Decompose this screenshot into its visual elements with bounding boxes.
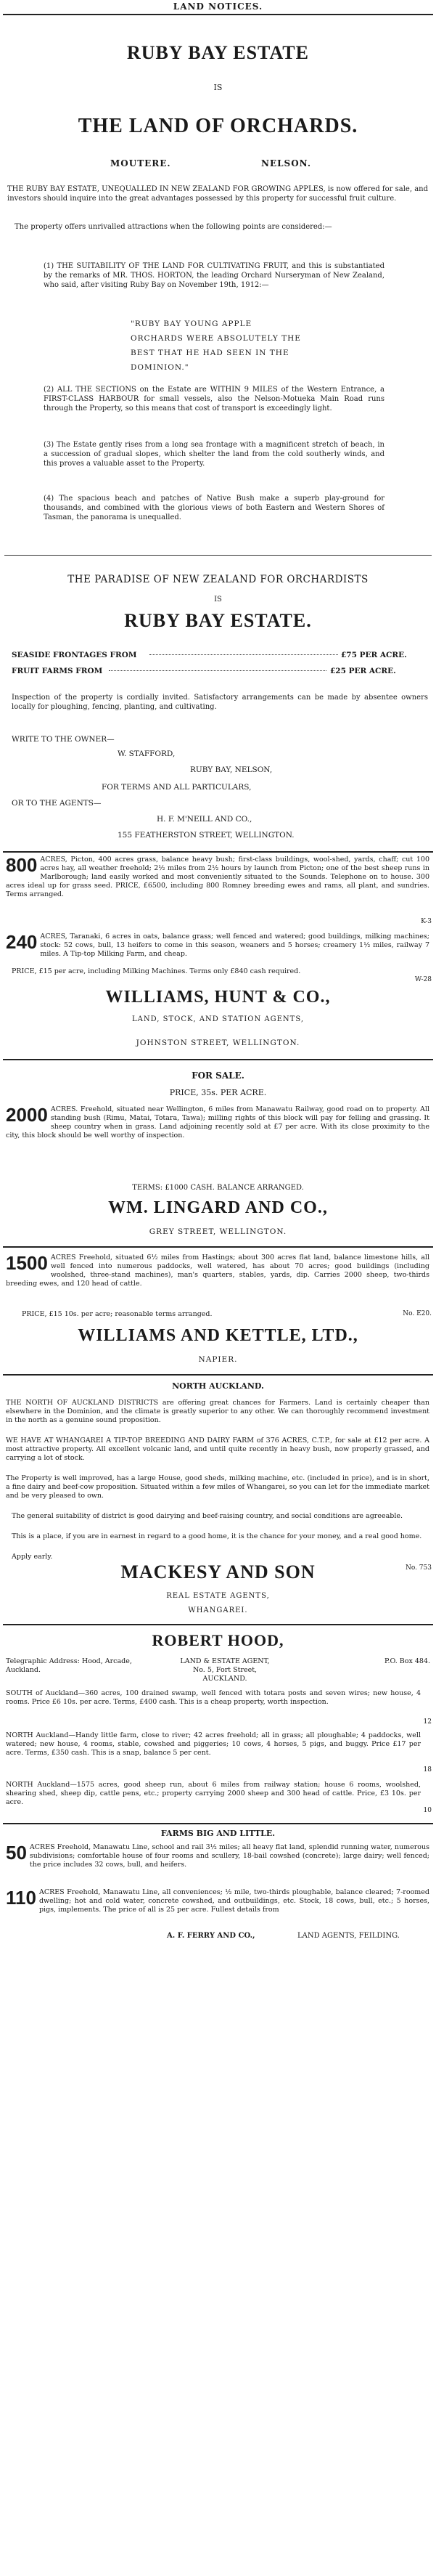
ruby-subtitle: THE LAND OF ORCHARDS. [78,115,358,137]
hood-ad-2: NORTH Auckland—Handy little farm, close to river; 42 acres freehold; all in grass; all ploughable; 4 paddocks, well watered; new house, 4 rooms, stable, cowshed and piggeries; 10 cows, 4 horses, 5 pigs, and buggy. Price £17 per acre. Terms, £350 cash. This is a snap, balance 5 per cent. [6,1731,421,1757]
mackesy-subtitle: REAL ESTATE AGENTS, [166,1592,270,1600]
lingard-name: WM. LINGARD AND CO., [108,1198,328,1217]
agents-line: OR TO THE AGENTS— [12,799,102,808]
owner-name: W. STAFFORD, [118,749,176,758]
lingard-acres: 2000 [6,1104,48,1126]
mackesy-address: WHANGAREI. [188,1606,248,1614]
whs-price-2: PRICE, £15 per acre, including Milking Machines. Terms only £840 cash required. [12,967,301,975]
terms-line: FOR TERMS AND ALL PARTICULARS, [102,783,252,792]
location-moutere: MOUTERE. [110,158,171,168]
ferry-name: A. F. FERRY AND CO., [167,1932,255,1940]
quote-line-3: BEST THAT HE HAD SEEN IN THE [131,349,289,357]
lingard-terms: TERMS: £1000 CASH. BALANCE ARRANGED. [132,1184,304,1192]
ruby-attractions: The property offers unrivalled attractions when the following points are considered:— [15,223,332,231]
mackesy-heading: NORTH AUCKLAND. [172,1381,264,1391]
whs-address: JOHNSTON STREET, WELLINGTON. [136,1039,300,1047]
whs-ref-1: K-3 [421,918,432,925]
section-rule-1 [3,851,433,853]
wk-price: PRICE, £15 10s. per acre; reasonable terms arranged. [22,1310,213,1318]
wk-name: WILLIAMS AND KETTLE, LTD., [78,1326,358,1345]
whs-ad-2-acres: 240 [6,931,38,953]
header-rule [3,14,433,15]
lingard-ad [6,1105,429,1140]
section-rule-5 [3,1624,433,1625]
ruby-point-4: (4) The spacious beach and patches of Native Bush make a superb play-ground for thousands, and combined with the glorious views of both Eastern and Western Shores of Tasman, the panorama is unequalled. [44,495,384,521]
quote-line-1: "RUBY BAY YOUNG APPLE [131,320,252,328]
hood-ad-1: SOUTH of Auckland—360 acres, 100 drained swamp, well fenced with totara posts and seven wires; new house, 4 rooms. Price £6 10s. per acre. Terms, £400 cash. This is a cheap property, worth inspection. [6,1689,421,1706]
whs-ad-2-text: ACRES, Taranaki, 6 acres in oats, balance grass; well fenced and watered; good buildings, milking machines; stock: 52 cows, bull, 13 heifers to come in this season, weaners and 5 horses; creamery 1½ miles, railway 7 miles. A Tip-top Milking Farm, and cheap. [40,933,429,958]
ruby-inspection: Inspection of the property is cordially invited. Satisfactory arrangements can be made by absentee owners locally for ploughing, fencing, planting, and cultivating. [12,694,428,711]
hood-desc-1: LAND & ESTATE AGENT, [180,1657,270,1665]
mackesy-name: MACKESY AND SON [120,1561,316,1582]
hood-ref-1: 12 [423,1718,432,1726]
hood-telegraphic: Telegraphic Address: Hood, Arcade, Auckland. [6,1657,132,1674]
ferry-ad-2 [6,1888,429,1914]
ferry-ad-1-acres: 50 [6,1842,27,1864]
section-rule-2 [3,1059,433,1060]
whs-ad-1 [6,856,429,899]
mackesy-p2: WE HAVE AT WHANGAREI A TIP-TOP BREEDING AND DAIRY FARM of 376 ACRES, C.T.P., for sale at £12 per acre. A most attractive property. All excellent volcanic land, and until quite recently in heavy bush, now properly grassed, and carrying a lot of stock. [6,1437,429,1462]
agent-name: H. F. M'NEILL AND CO., [157,815,252,824]
hood-description [152,1657,297,1683]
ruby-divider [4,555,432,556]
paradise-heading: THE PARADISE OF NEW ZEALAND FOR ORCHARDISTS [67,574,369,585]
mackesy-p1: THE NORTH OF AUCKLAND DISTRICTS are offering great chances for Farmers. Land is certainly cheaper than elsewhere in the Dominion, and the climate is greatly superior to any other. We can thoroughly recommend investment in the north as a genuine sound proposition. [6,1399,429,1424]
ferry-address: LAND AGENTS, FEILDING. [297,1932,400,1940]
mackesy-p4: The general suitability of district is good dairying and beef-raising country, and social conditions are agreeable. [12,1512,403,1520]
seaside-label: SEASIDE FRONTAGES FROM [12,651,137,659]
fruit-label: FRUIT FARMS FROM [12,667,103,675]
ruby-intro: THE RUBY BAY ESTATE, UNEQUALLED IN NEW ZEALAND FOR GROWING APPLES, is now offered for sale, and investors should inquire into the great advantages possessed by this property for successful fruit culture. [7,185,428,203]
ruby-point-3: (3) The Estate gently rises from a long sea frontage with a magnificent stretch of beach, in a succession of gradual slopes, which shelter the land from the cold southerly winds, and this proves a valuable asset to the Property. [44,441,384,468]
seaside-leader [149,654,338,655]
quote-line-2: ORCHARDS WERE ABSOLUTELY THE [131,334,301,343]
ferry-ad-2-text: ACRES Freehold, Manawatu Line, all conveniences; ½ mile, two-thirds ploughable, balance cleared; 7-roomed dwelling; hot and cold water, concrete cowshed, and outbuildings, etc. Stock, 18 cows, bull, etc.; 5 horses, pigs, implements. The price of all is 25 per acre. Fullest details from [38,1888,429,1914]
location-nelson: NELSON. [261,158,312,168]
mackesy-p5: This is a place, if you are in earnest in regard to a good home, it is the chance for your money, and a real good home. [12,1532,422,1540]
lingard-address: GREY STREET, WELLINGTON. [149,1227,287,1236]
fruit-leader [109,670,326,671]
whs-ad-1-text: ACRES, Picton, 400 acres grass, balance heavy bush; first-class buildings, wool-shed, yards, chaff; cut 100 acres hay, all weather freehold; 2½ miles from 2½ hours by launch from Picton; one of the best sheep runs in Marlborough; land easily worked and most conveniently situated to the Sounds. Telephone on to house. 300 acres ideal up for grass seed. PRICE, £6500, including 800 Romney breeding ewes and rams, all plant, and sundries. Terms arranged. [6,856,429,898]
hood-name: ROBERT HOOD, [152,1631,284,1649]
ferry-ad-1-text: ACRES Freehold, Manawatu Line, school and rail 3½ miles; all heavy flat land, splendid running water, numerous subdivisions; comfortable house of four rooms and scullery, 18-bail cowshed (concrete); large dairy; well fenced; the price includes 32 cows, bull, and heifers. [29,1843,429,1869]
section-rule-6 [3,1823,433,1824]
wk-ref: No. E20. [403,1310,432,1317]
mackesy-p3: The Property is well improved, has a large House, good sheds, milking machine, etc. (included in price), and is in short, a fine dairy and beef-cow proposition. Situated within a few miles of Whangarei, so you can let for the immediate market and be very pleased to own. [6,1474,429,1500]
ferry-heading: FARMS BIG AND LITTLE. [160,1829,276,1838]
section-rule-3 [3,1246,433,1248]
ruby-title-2: RUBY BAY ESTATE. [124,610,312,631]
ferry-ad-1 [6,1843,429,1869]
hood-ref-2: 18 [423,1766,432,1773]
section-rule-4 [3,1374,433,1376]
ruby-point-2: (2) ALL THE SECTIONS on the Estate are WITHIN 9 MILES of the Western Entrance, a FIRST-CLASS HARBOUR for small vessels, also the Nelson-Motueka Main Road runs through the Property, so this means that cost of transport is exceedingly light. [44,386,384,413]
hood-desc-3: AUCKLAND. [202,1675,247,1683]
lingard-price: PRICE, 35s. PER ACRE. [169,1088,267,1097]
wk-text: ACRES Freehold, situated 6½ miles from Hastings; about 300 acres flat land, balance limestone hills, all well fenced into numerous paddocks, well watered, has about 70 acres; good buildings (including woolshed, three-stand machines), man's quarters, stables, yards, dip. Carries 2000 sheep, two-thirds breeding ewes, and 120 head of cattle. [6,1254,429,1288]
quote-line-4: DOMINION." [131,363,189,372]
whs-ad-2 [6,933,429,959]
ruby-is-2: IS [214,596,222,604]
fruit-price: £25 PER ACRE. [330,667,396,675]
hood-pobox: P.O. Box 484. [384,1657,430,1665]
mackesy-apply: Apply early. [12,1553,53,1561]
ruby-point-1: (1) THE SUITABILITY OF THE LAND FOR CULTIVATING FRUIT, and this is substantiated by the remarks of MR. THOS. HORTON, the leading Orchard Nurseryman of New Zealand, who said, after visiting Ruby Bay on November 19th, 1912:— [44,262,384,289]
whs-name: WILLIAMS, HUNT & CO., [105,988,331,1007]
seaside-price: £75 PER ACRE. [341,651,407,659]
page-header: LAND NOTICES. [173,1,263,12]
mackesy-ref: No. 753 [405,1564,432,1572]
ruby-is-1: IS [213,83,223,92]
whs-subtitle: LAND, STOCK, AND STATION AGENTS, [132,1015,304,1023]
wk-acres: 1500 [6,1252,48,1274]
write-owner: WRITE TO THE OWNER— [12,735,115,744]
ferry-ad-2-acres: 110 [6,1887,36,1909]
owner-address: RUBY BAY, NELSON, [190,765,273,774]
hood-desc-2: No. 5, Fort Street, [192,1666,258,1674]
whs-ad-1-acres: 800 [6,854,38,876]
hood-ad-3: NORTH Auckland—1575 acres, good sheep run, about 6 miles from railway station; house 6 rooms, woolshed, shearing shed, sheep dip, cattle pens, etc.; property carrying 2000 sheep and 300 head of cattle. Price, £3 10s. per acre. [6,1781,421,1806]
lingard-text: ACRES. Freehold, situated near Wellington, 6 miles from Manawatu Railway, good road on to property. All standing bush (Rimu, Matai, Totara, Tawa); milling rights of this block will pay for felling and grassing. It sheep country when in grass. Land adjoining recently sold at £7 per acre. With its close proximity to the city, this block should be well worthy of inspection. [6,1105,429,1139]
wk-ad [6,1254,429,1288]
lingard-forsale: FOR SALE. [192,1070,244,1081]
hood-ref-3: 10 [423,1807,432,1814]
ruby-title: RUBY BAY ESTATE [127,42,309,63]
agent-address: 155 FEATHERSTON STREET, WELLINGTON. [118,831,295,840]
whs-ref-2: W-28 [414,976,432,983]
wk-address: NAPIER. [198,1355,238,1364]
